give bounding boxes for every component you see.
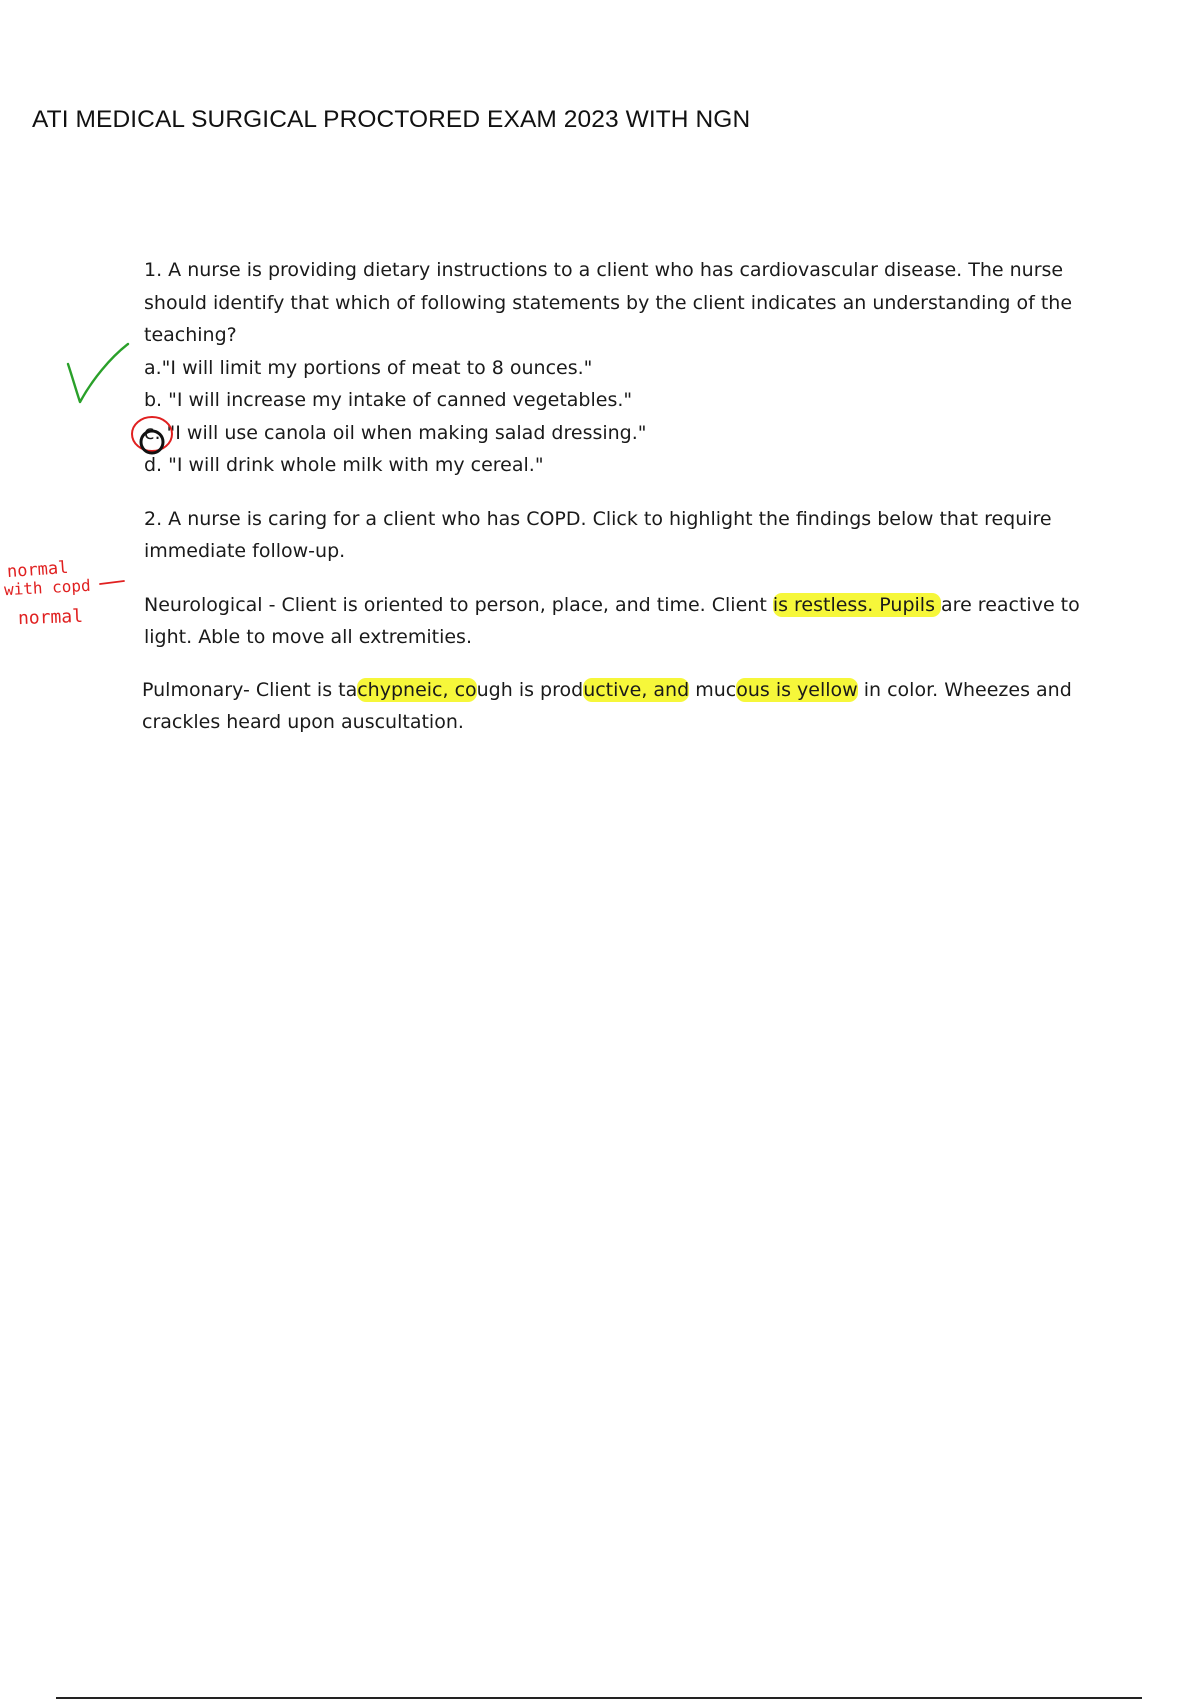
margin-note-with-copd: with copd (3, 575, 92, 600)
document-body (144, 254, 1094, 739)
option-c: c. "I will use canola oil when making salad dressing." (144, 421, 647, 444)
pulm-highlight-tachypneic: chypneic, co (357, 678, 477, 701)
margin-note-normal-2: normal (17, 605, 84, 630)
neuro-highlight-restless: is restless. Pupils (772, 593, 942, 616)
pulm-text-2: ugh is prod (476, 678, 584, 701)
pulm-highlight-yellow: ous is yellow (736, 678, 858, 701)
option-a: a."I will limit my portions of meat to 8 ounces." (144, 356, 593, 379)
pulm-text-1: Pulmonary- Client is ta (142, 678, 358, 701)
neuro-text-1: Neurological - Client is oriented to person, place, and time. Client (144, 593, 773, 616)
margin-note-normal: normal (6, 557, 70, 583)
checkmark-icon (68, 344, 128, 402)
arrow-line-icon (100, 581, 124, 584)
neuro-text-2: are reactive to light. Able to move all extremities. (144, 593, 1080, 648)
footer-divider (56, 1697, 1142, 1699)
neurological-findings (144, 589, 1094, 654)
option-b: b. "I will increase my intake of canned vegetables." (144, 389, 633, 411)
pulm-text-4: in color. Wheezes and crackles heard upon auscultation. (142, 678, 1072, 733)
question-1-stem: 1. A nurse is providing dietary instructions to a client who has cardiovascular disease. The nurse should identify that which of following statements by the client indicates an understanding of the teaching? (144, 259, 1073, 346)
document-title: ATI MEDICAL SURGICAL PROCTORED EXAM 2023 WITH NGN (32, 106, 751, 133)
pulm-text-3: muc (689, 678, 737, 701)
question-2-stem: 2. A nurse is caring for a client who has COPD. Click to highlight the findings below that require immediate follow-up. (144, 507, 1052, 562)
question-1-options (144, 352, 1094, 482)
pulmonary-findings (142, 674, 1094, 739)
option-d: d. "I will drink whole milk with my cereal." (144, 454, 544, 476)
pulm-highlight-productive: uctive, and (583, 678, 690, 701)
